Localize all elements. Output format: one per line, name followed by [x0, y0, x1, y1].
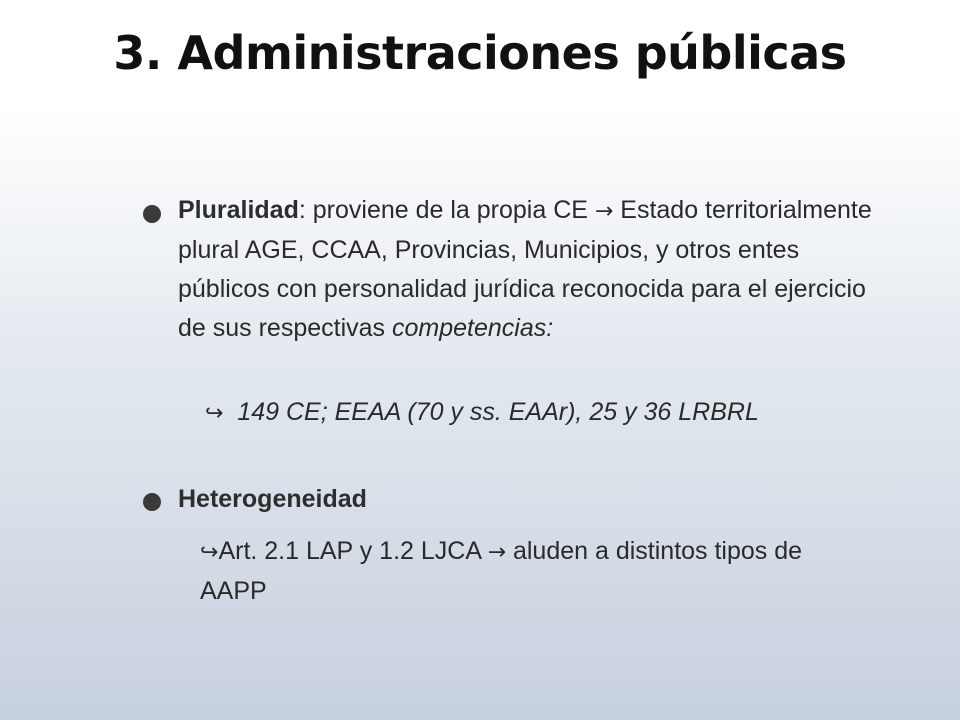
- bullet-pluralidad: [178, 191, 878, 348]
- right-arrow-icon: →: [594, 199, 614, 224]
- bullet-text: Estado territorialmente plural AGE, CCAA, Provincias, Municipios, y otros entes públicos con personalidad jurídica reconocida para el ejercicio de sus respectivas: [178, 196, 872, 342]
- bullet-dot: [143, 205, 161, 223]
- bullet-text: : proviene de la propia CE: [298, 196, 595, 224]
- emphasis-competencias: competencias:: [392, 314, 554, 342]
- bullet-heterogeneidad: [178, 480, 878, 519]
- hook-arrow-icon: ↪: [200, 540, 219, 565]
- term-heterogeneidad: Heterogeneidad: [178, 485, 367, 513]
- hook-arrow-icon: ↪: [205, 401, 224, 426]
- sub-item-text: Art. 2.1 LAP y 1.2 LJCA: [218, 537, 488, 565]
- sub-item-text: aluden a distintos tipos de AAPP: [200, 537, 803, 605]
- sub-item-text: 149 CE; EEAA (70 y ss. EAAr), 25 y 36 LRBRL: [237, 398, 759, 426]
- bullet-dot: [143, 493, 161, 511]
- term-pluralidad: Pluralidad: [178, 196, 299, 224]
- right-arrow-icon: →: [487, 540, 507, 565]
- sub-item-aapp: [200, 532, 840, 611]
- slide-title: 3. Administraciones públicas: [113, 26, 847, 80]
- sub-item-articles: [205, 393, 759, 433]
